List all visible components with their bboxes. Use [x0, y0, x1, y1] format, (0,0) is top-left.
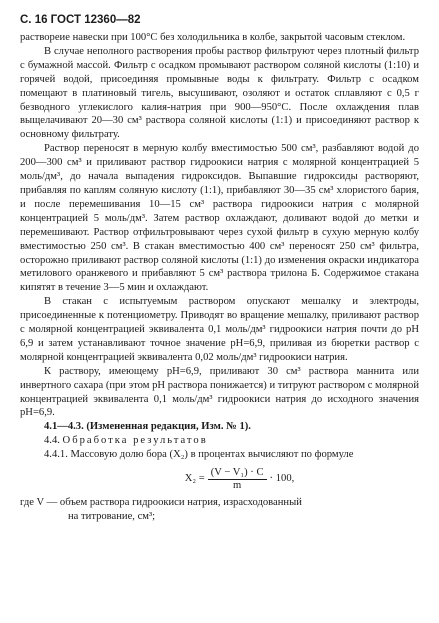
section-number: 4.4.: [44, 435, 60, 447]
section-heading: [20, 434, 419, 448]
formula-numerator: (V − V₁) · C: [208, 467, 267, 480]
page-label: С. 16 ГОСТ 12360—82: [20, 14, 141, 26]
change-note: 4.1—4.3. (Измененная редакция, Изм. № 1).: [44, 421, 251, 433]
where-continuation: на титрование, см³;: [68, 511, 156, 522]
formula-tail: · 100,: [269, 473, 295, 485]
paragraph-mannitol: К раствору, имеющему pH=6,9, приливают 30 см³ раствора маннита или инвертного сахара (при этом pH раствора понижается) и титруют раствором с молярной концентрацией эквивалента 0,1 моль/дм³ гидроокиси натрия до исходного значения pH=6,9.: [20, 365, 419, 419]
formula-lhs: X₂ =: [184, 473, 205, 485]
paragraph-filtration: В случае неполного растворения пробы раствор фильтруют через плотный фильтр с бумажной массой. Фильтр с осадком промывают раствором соляной кислоты (1:10) и горячей водой, присоединяя промывные воды к фильтрату. Фильтр с осадком помещают в платиновый тигель, высушивают, озоляют и остаток сплавляют с 0,5 г безводного углекислого калия-натрия при 900—950°С. После охлаждения плав выщелачивают 20—30 см³ раствора соляной кислоты (1:1) и присоединяют раствор к основному фильтрату.: [20, 45, 419, 141]
document-body: [20, 31, 419, 524]
paragraph-continuation: раствореие навески при 100°С без холодильника в колбе, закрытой часовым стеклом.: [20, 32, 406, 43]
clause-text: 4.4.1. Массовую долю бора (X₂) в процентах вычисляют по формуле: [44, 449, 354, 461]
section-title: Обработка результатов: [62, 435, 208, 447]
where-clause: [20, 496, 419, 524]
where-lead: где V — объем раствора гидроокиси натрия, израсходованный: [20, 497, 302, 509]
paragraph-transfer: Раствор переносят в мерную колбу вместимостью 500 см³, разбавляют водой до 200—300 см³ и приливают раствор гидроокиси натрия с молярной концентрацией 5 моль/дм³, до начала выпадения гидроксидов. Выпавшие гидроксиды растворяют, прибавляя по каплям соляную кислоту (1:1), прибавляют 30—35 см³ хлористого бария, и после перемешивания 10—15 см³ раствора гидроокиси натрия с молярной концентрацией 5 моль/дм³. Затем раствор охлаждают, доливают водой до метки и перемешивают. Раствор отфильтровывают через сухой фильтр в сухую мерную колбу вместимостью 250 см³. В стакан вместимостью 400 см³ переносят 250 см³ фильтра, осторожно приливают раствор соляной кислоты (1:1) до изменения окраски индикатора метилового оранжевого и прибавляют 5 см³ раствора трилона Б. Содержимое стакана кипятят в течение 3—5 мин и охлаждают.: [20, 143, 419, 294]
formula-denominator: m: [233, 479, 242, 491]
page-header: [20, 14, 419, 26]
boron-formula: [60, 463, 419, 495]
paragraph-titration-setup: В стакан с испытуемым раствором опускают мешалку и электроды, присоединенные к потенциометру. Приводят во вращение мешалку, приливают раствор с молярной концентрацией эквивалента 0,1 моль/дм³ гидроокиси натрия почти до pH 6,9 и затем устанавливают точное значение pH=6,9, приливая из бюретки раствор с молярной концентрацией эквивалента 0,02 моль/дм³ гидроокиси натрия.: [20, 296, 419, 363]
formula-fraction: [208, 467, 267, 492]
